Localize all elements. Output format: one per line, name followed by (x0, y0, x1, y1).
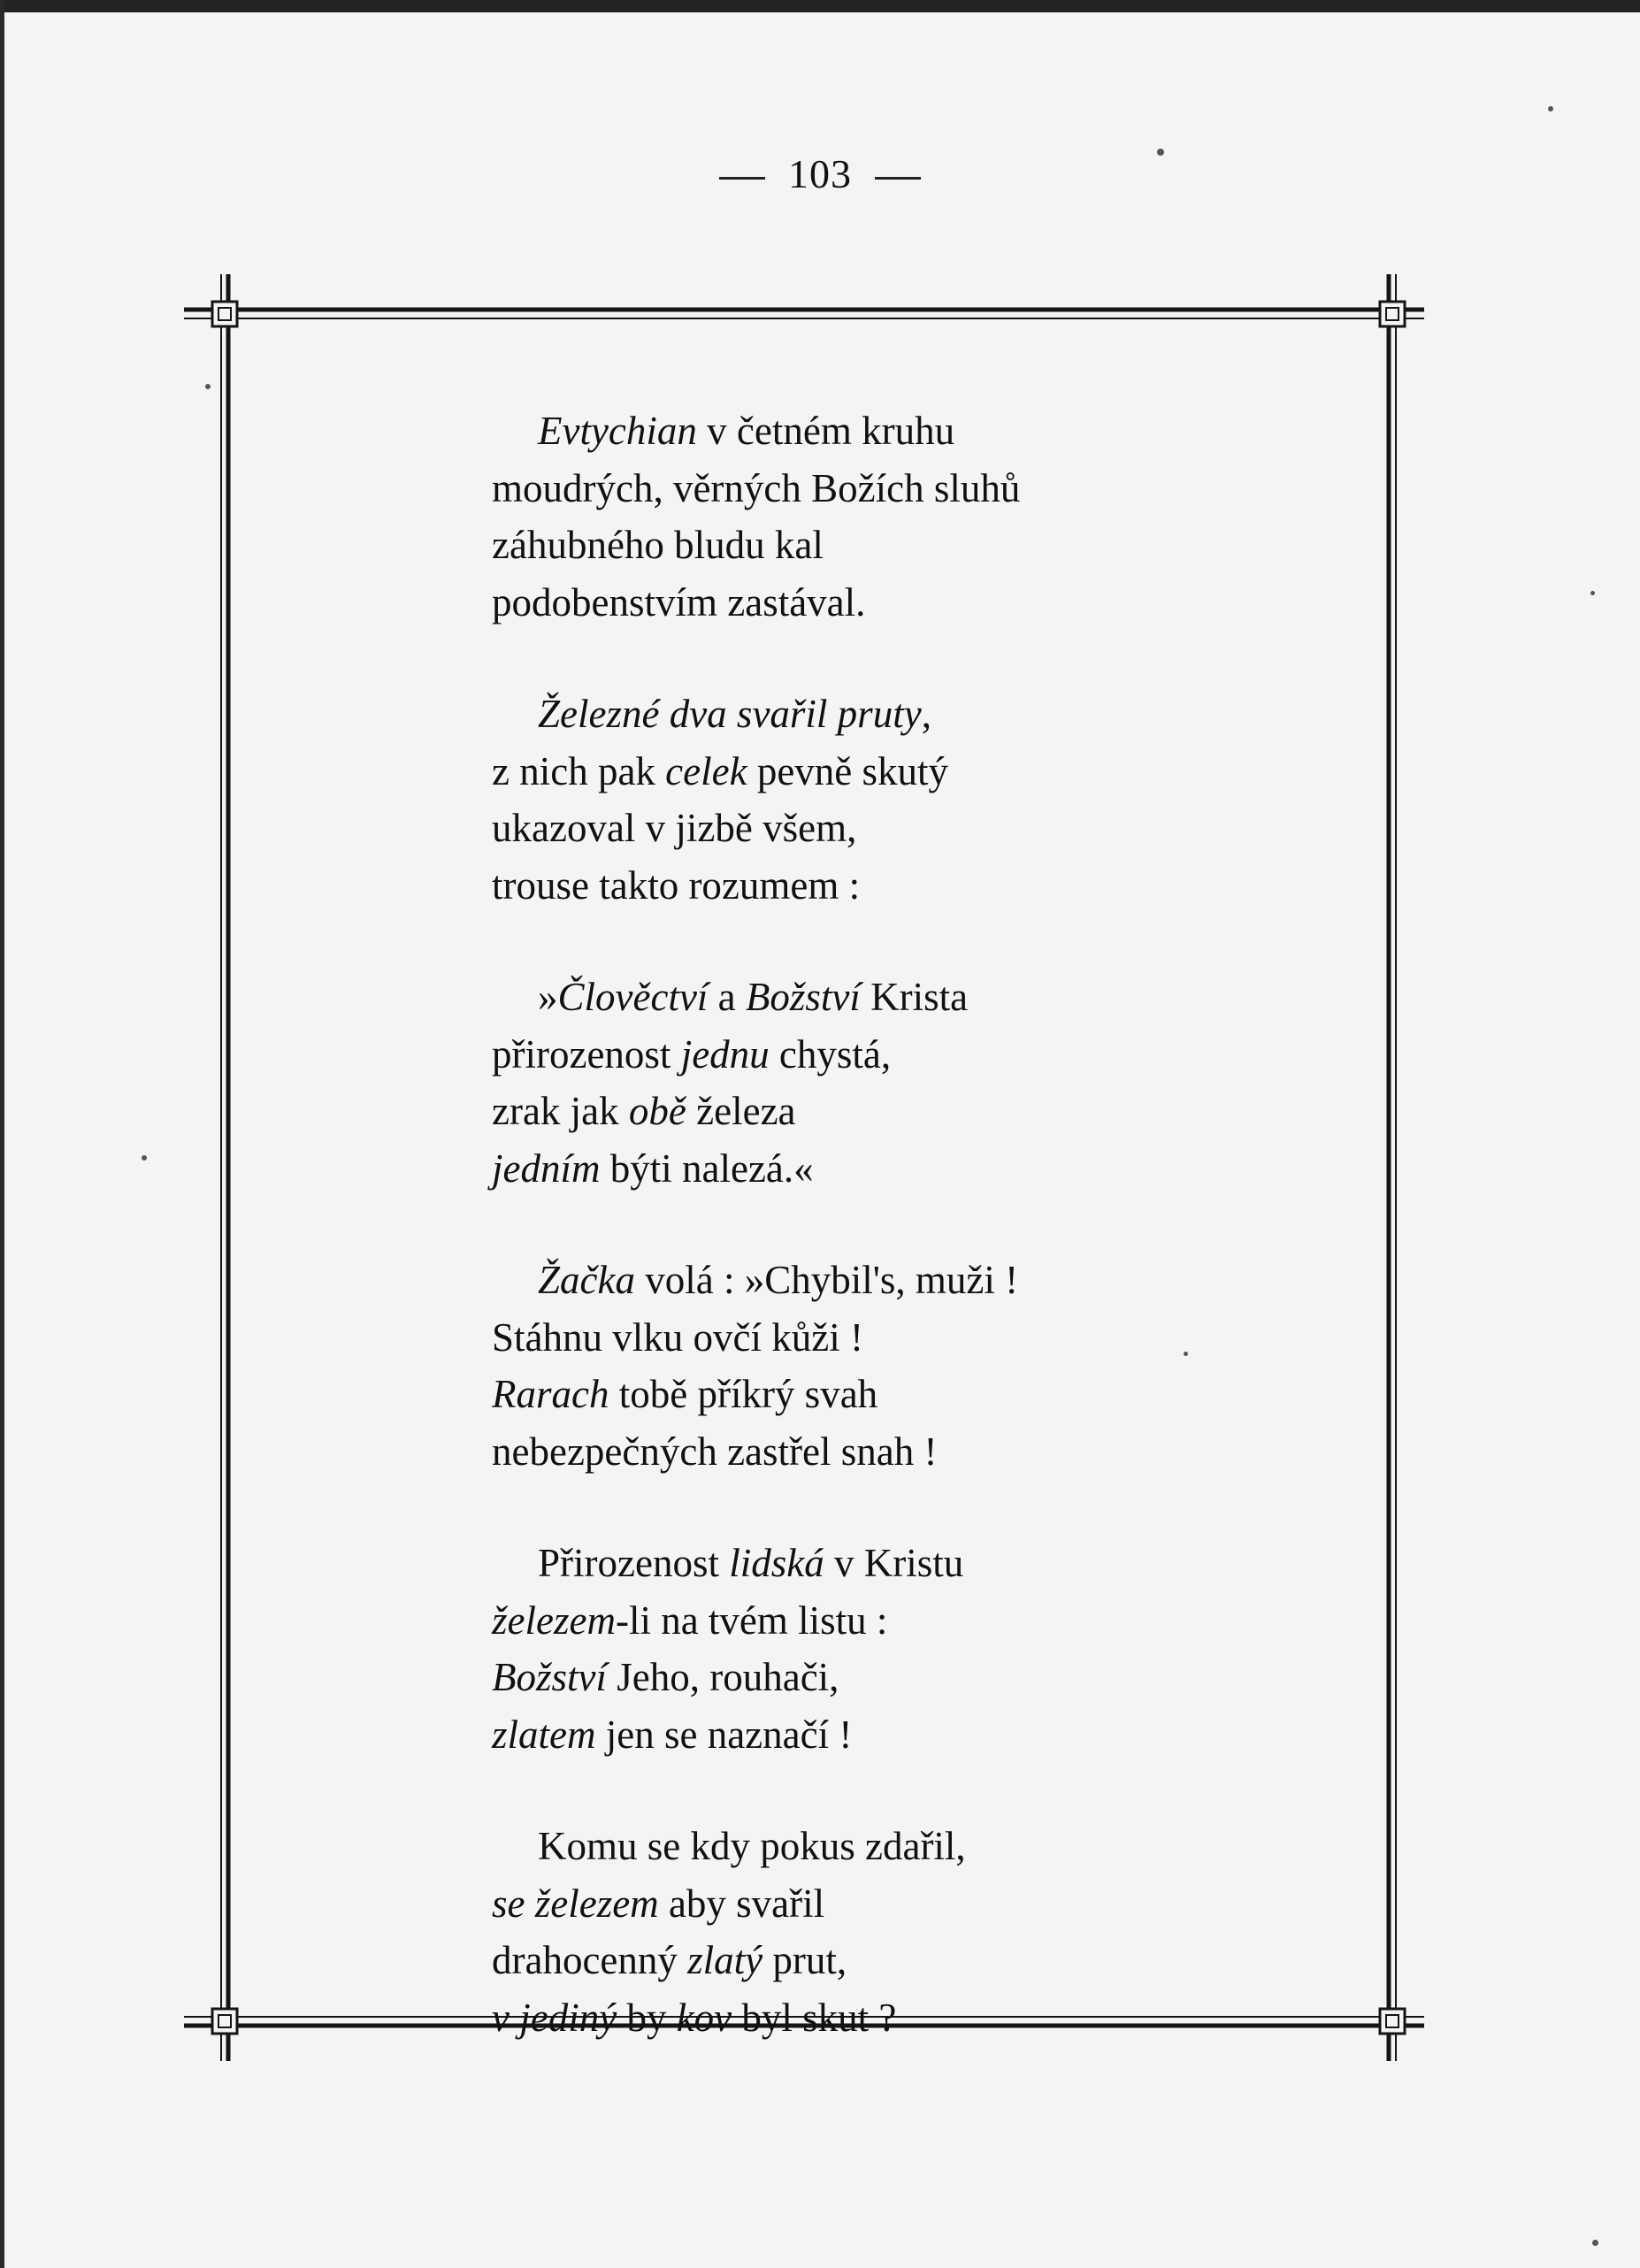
verse-line (492, 743, 1288, 801)
italic-text: kov (676, 1995, 732, 2040)
verse-line (492, 1309, 1288, 1367)
page-number-header (0, 150, 1640, 197)
stanza (492, 686, 1288, 914)
page-top-edge (0, 0, 1640, 12)
verse-line (492, 686, 1288, 743)
verse-line (492, 402, 1288, 460)
italic-text: Člověctví (557, 975, 709, 1019)
verse-line (492, 1140, 1288, 1198)
paper-speck (205, 384, 211, 389)
italic-text: Rarach (492, 1372, 609, 1416)
paper-speck (1184, 1352, 1188, 1356)
text-run: nebezpečných zastřel snah ! (492, 1429, 938, 1474)
verse-line (492, 1252, 1288, 1309)
verse-line (492, 1535, 1288, 1592)
dash-right (875, 177, 921, 180)
dash-left (719, 177, 765, 180)
text-run: byl skut ? (732, 1995, 897, 2040)
italic-text: Božství (492, 1655, 607, 1699)
verse-line (492, 1649, 1288, 1706)
text-run: » (538, 975, 558, 1019)
stanza (492, 1818, 1288, 2046)
verse-line (492, 969, 1288, 1026)
italic-text: Žačka (538, 1258, 635, 1302)
text-run: Komu se kdy pokus zdařil, (538, 1824, 966, 1868)
text-run: v četném kruhu (696, 409, 955, 453)
italic-text: jedním (492, 1145, 601, 1191)
italic-text: železem (492, 1598, 616, 1643)
paper-speck (142, 1155, 147, 1161)
text-run: tobě příkrý svah (609, 1372, 878, 1416)
italic-text: v jediný (492, 1995, 617, 2040)
page-number: 103 (788, 151, 852, 196)
paper-speck (1548, 106, 1553, 111)
text-run: volá : »Chybil's, muži ! (634, 1258, 1019, 1302)
text-run: Jeho, rouhači, (607, 1655, 839, 1699)
text-run: by (617, 1995, 677, 2040)
verse-line (492, 1083, 1288, 1140)
verse-line (492, 1875, 1288, 1933)
text-run: trouse takto rozumem : (492, 862, 861, 908)
italic-text: lidská (729, 1541, 824, 1585)
verse-line (492, 1423, 1288, 1481)
verse-line (492, 517, 1288, 574)
text-run: záhubného bludu kal (492, 523, 824, 567)
text-run: moudrých, věrných Božích sluhů (492, 465, 1021, 510)
text-run: Krista (860, 975, 969, 1019)
verse-line (492, 1818, 1288, 1875)
text-run: ukazoval v jizbě všem, (492, 806, 857, 850)
text-run: přirozenost (492, 1031, 681, 1077)
verse-line (492, 1932, 1288, 1989)
verse-line (492, 1706, 1288, 1764)
verse-line (492, 857, 1288, 915)
text-run: prut, (763, 1938, 847, 1982)
poem-text (492, 402, 1288, 2101)
verse-line (492, 1366, 1288, 1423)
text-run: pevně skutý (747, 748, 949, 793)
page-left-edge (0, 0, 4, 2268)
italic-text: Evtychian (538, 409, 697, 453)
italic-text: Božství (745, 975, 861, 1019)
italic-text: Železné dva svařil pruty (538, 692, 922, 736)
italic-text: jednu (680, 1031, 770, 1077)
paper-speck (1157, 149, 1164, 156)
text-run: Přirozenost (538, 1541, 730, 1585)
text-run: drahocenný (492, 1938, 688, 1982)
stanza (492, 402, 1288, 631)
text-run: z nich pak (492, 748, 666, 793)
verse-line (492, 800, 1288, 857)
stanza (492, 1535, 1288, 1763)
italic-text: celek (665, 748, 747, 793)
italic-text: se železem (492, 1881, 659, 1926)
verse-line (492, 1989, 1288, 2047)
paper-speck (1590, 591, 1595, 595)
text-run: železa (686, 1089, 796, 1133)
paper-speck (1592, 2240, 1598, 2246)
text-run: Stáhnu vlku ovčí kůži ! (492, 1314, 863, 1360)
text-run: aby svařil (658, 1881, 825, 1926)
text-run: podobenstvím zastával. (492, 579, 866, 624)
text-run: v Kristu (824, 1541, 964, 1585)
verse-line (492, 574, 1288, 632)
text-run: býti nalezá.« (600, 1145, 814, 1191)
italic-text: zlatý (687, 1938, 763, 1982)
verse-line (492, 1026, 1288, 1084)
verse-line (492, 1592, 1288, 1650)
text-run: chystá, (769, 1031, 892, 1077)
italic-text: zlatem (492, 1712, 596, 1757)
italic-text: obě (628, 1089, 686, 1133)
text-run: zrak jak (492, 1089, 629, 1133)
text-run: , (921, 692, 931, 736)
text-run: a (708, 975, 746, 1019)
verse-line (492, 460, 1288, 517)
text-run: -li na tvém listu : (615, 1598, 888, 1643)
text-run: jen se naznačí ! (595, 1712, 853, 1757)
stanza (492, 969, 1288, 1197)
stanza (492, 1252, 1288, 1480)
